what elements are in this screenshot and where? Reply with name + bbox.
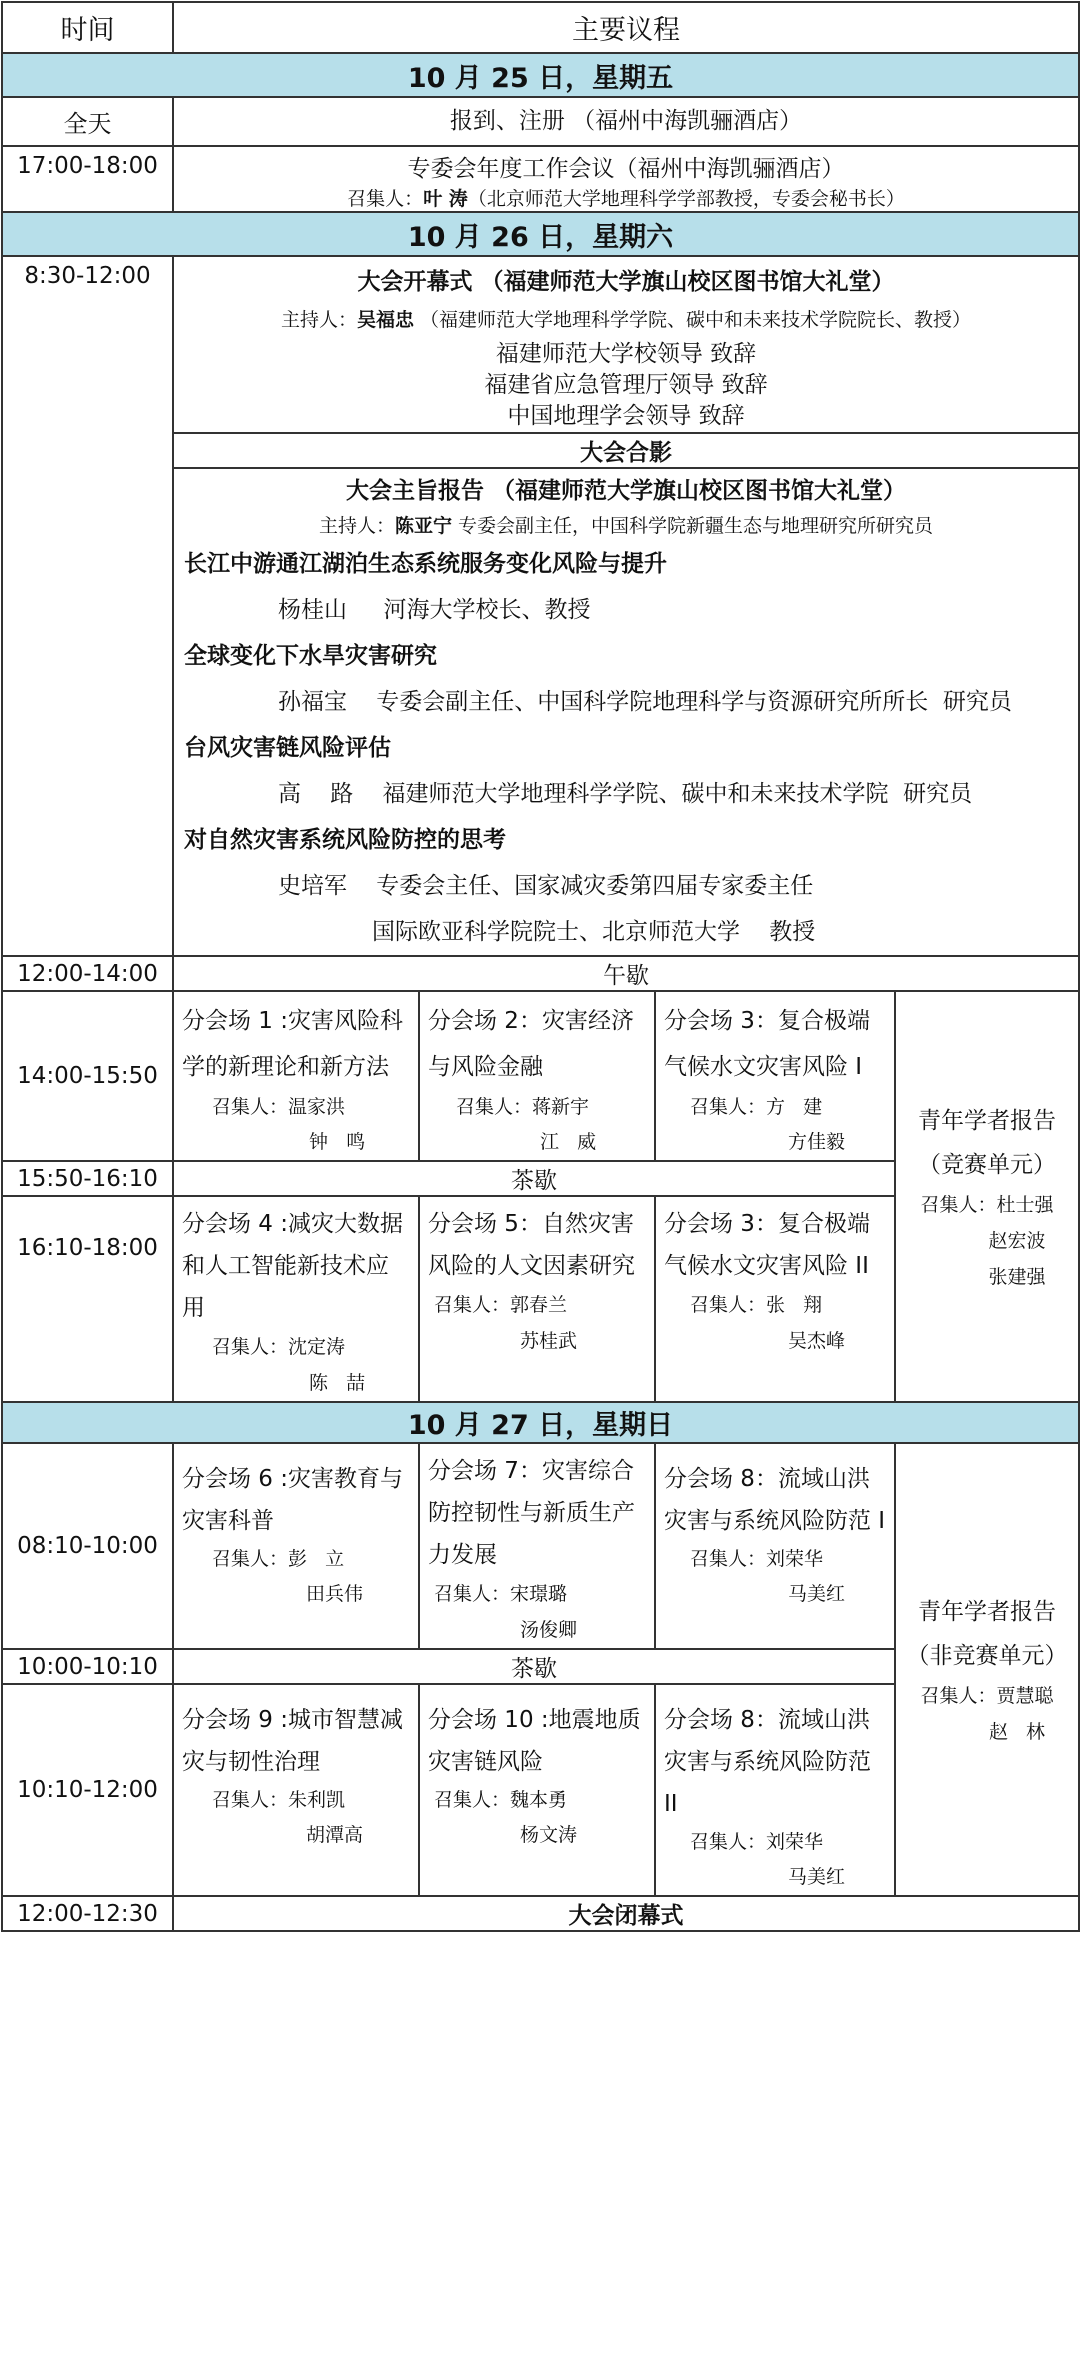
youth-report-convener-2: 赵宏波 (988, 1229, 1046, 1252)
talk-title: 长江中游通江湖泊生态系统服务变化风险与提升 (184, 551, 667, 577)
host-desc: （福建师范大学地理科学学院、碳中和未来技术学院院长、教授） (420, 309, 972, 331)
session-cell (655, 991, 895, 1161)
session-convener-2: 江 威 (540, 1131, 597, 1153)
time-cell: 8:30-12:00 (2, 256, 173, 956)
session-cell (655, 1443, 895, 1649)
session-cell (655, 1684, 895, 1896)
time-cell: 16:10-18:00 (2, 1196, 173, 1402)
host-label: 主持人： (280, 309, 357, 331)
session-convener-2: 吴杰峰 (788, 1330, 846, 1352)
speech-item: 中国地理学会领导 致辞 (507, 403, 745, 429)
host-label: 主持人： (318, 515, 395, 537)
tea-break: 茶歇 (173, 1649, 895, 1684)
speech-item: 福建省应急管理厅领导 致辞 (484, 372, 768, 398)
annual-meeting-title: 专委会年度工作会议（福州中海凯骊酒店） (407, 156, 845, 182)
session-convener: 召集人：温家洪 (212, 1096, 346, 1118)
session-convener-2: 陈 喆 (309, 1372, 366, 1394)
session-cell (419, 1443, 655, 1649)
youth-report-competition (895, 991, 1079, 1402)
session-title: 分会场 3：复合极端气候水文灾害风险 II (664, 1211, 870, 1279)
session-convener: 召集人：刘荣华 (690, 1831, 824, 1853)
opening-ceremony-cell (173, 256, 1079, 433)
session-cell (173, 1684, 419, 1896)
tea-break: 茶歇 (173, 1161, 895, 1196)
youth-report-convener: 召集人：杜士强 (920, 1193, 1054, 1216)
opening-title: 大会开幕式 （福建师范大学旗山校区图书馆大礼堂） (357, 269, 895, 295)
session-cell (173, 1443, 419, 1649)
youth-report-convener: 召集人：贾慧聪 (920, 1684, 1054, 1707)
time-cell: 14:00-15:50 (2, 991, 173, 1161)
lunch-break: 午歇 (173, 956, 1079, 991)
time-cell: 08:10-10:00 (2, 1443, 173, 1649)
host-desc: 专委会副主任，中国科学院新疆生态与地理研究所研究员 (458, 515, 934, 537)
session-title: 分会场 8：流域山洪灾害与系统风险防范 II (664, 1707, 871, 1817)
session-convener: 召集人：沈定涛 (212, 1336, 346, 1358)
keynote-title: 大会主旨报告 （福建师范大学旗山校区图书馆大礼堂） (345, 478, 906, 504)
session-convener-2: 马美红 (788, 1583, 846, 1605)
registration-text: 报到、注册 （福州中海凯骊酒店） (173, 97, 1079, 146)
talk-speaker: 史培军 专委会主任、国家减灾委第四届专家委主任 (278, 873, 814, 899)
session-convener-2: 汤俊卿 (520, 1619, 578, 1641)
youth-report-title: 青年学者报告（非竞赛单元） (906, 1598, 1068, 1669)
header-agenda: 主要议程 (173, 2, 1079, 53)
header-row (2, 2, 1079, 53)
session-title: 分会场 3：复合极端气候水文灾害风险 I (664, 1008, 870, 1080)
session-cell (173, 1196, 419, 1402)
session-convener: 召集人：张 翔 (690, 1294, 823, 1316)
host-name: 陈亚宁 (394, 515, 452, 537)
day-banner: 10 月 25 日，星期五 (2, 53, 1079, 97)
convener-label: 召集人： (347, 188, 424, 210)
session-title: 分会场 5：自然灾害风险的人文因素研究 (428, 1211, 635, 1279)
time-cell: 17:00-18:00 (2, 146, 173, 212)
session-convener-2: 苏桂武 (520, 1330, 578, 1352)
time-cell: 12:00-12:30 (2, 1896, 173, 1931)
session-title: 分会场 4 :减灾大数据和人工智能新技术应用 (182, 1211, 404, 1321)
session-convener-2: 胡潭高 (306, 1824, 364, 1846)
session-cell (419, 1684, 655, 1896)
time-cell: 10:00-10:10 (2, 1649, 173, 1684)
youth-report-convener-2: 赵 林 (988, 1720, 1046, 1743)
talk-title: 台风灾害链风险评估 (184, 735, 391, 761)
closing-ceremony: 大会闭幕式 (173, 1896, 1079, 1931)
talk-title: 全球变化下水旱灾害研究 (184, 643, 437, 669)
session-cell (173, 991, 419, 1161)
time-cell: 全天 (2, 97, 173, 146)
talk-speaker: 高 路 福建师范大学地理科学学院、碳中和未来技术学院 研究员 (278, 781, 973, 807)
group-photo: 大会合影 (173, 433, 1079, 468)
talk-speaker-affiliation: 国际欧亚科学院院士、北京师范大学 教授 (372, 919, 816, 945)
session-convener: 召集人：郭春兰 (434, 1294, 568, 1316)
day-banner: 10 月 26 日，星期六 (2, 212, 1079, 256)
header-time: 时间 (2, 2, 173, 53)
speech-item: 福建师范大学校领导 致辞 (495, 341, 757, 367)
session-convener: 召集人：朱利凯 (212, 1789, 346, 1811)
session-title: 分会场 10 :地震地质灾害链风险 (428, 1707, 641, 1775)
time-cell: 10:10-12:00 (2, 1684, 173, 1896)
session-convener-2: 方佳毅 (788, 1131, 846, 1153)
host-name: 吴福忠 (356, 309, 414, 331)
session-convener: 召集人：方 建 (690, 1096, 823, 1118)
youth-report-convener-3: 张建强 (988, 1265, 1046, 1288)
day-banner: 10 月 27 日，星期日 (2, 1402, 1079, 1443)
youth-report-noncompetition (895, 1443, 1079, 1896)
session-title: 分会场 8：流域山洪灾害与系统风险防范 I (664, 1466, 886, 1534)
session-cell (419, 991, 655, 1161)
session-convener: 召集人：魏本勇 (434, 1789, 568, 1811)
session-cell (655, 1196, 895, 1402)
session-convener: 召集人：刘荣华 (690, 1548, 824, 1570)
time-cell: 12:00-14:00 (2, 956, 173, 991)
talk-speaker: 杨桂山 河海大学校长、教授 (278, 597, 591, 623)
time-cell: 15:50-16:10 (2, 1161, 173, 1196)
agenda-table (1, 1, 1080, 1932)
convener-name: 叶 涛 (423, 188, 468, 210)
session-convener-2: 杨文涛 (520, 1824, 578, 1846)
session-convener-2: 田兵伟 (306, 1583, 364, 1605)
session-cell (419, 1196, 655, 1402)
session-title: 分会场 6 :灾害教育与灾害科普 (182, 1466, 404, 1534)
convener-desc: （北京师范大学地理科学学部教授，专委会秘书长） (467, 188, 905, 210)
session-title: 分会场 7：灾害综合防控韧性与新质生产力发展 (428, 1458, 635, 1568)
annual-meeting-cell (173, 146, 1079, 212)
talk-title: 对自然灾害系统风险防控的思考 (184, 827, 506, 853)
keynote-cell (173, 468, 1079, 956)
session-convener: 召集人：蒋新宇 (456, 1096, 590, 1118)
session-convener-2: 马美红 (788, 1866, 846, 1888)
youth-report-title: 青年学者报告（竞赛单元） (918, 1107, 1056, 1178)
session-title: 分会场 9 :城市智慧减灾与韧性治理 (182, 1707, 404, 1775)
session-title: 分会场 1 :灾害风险科学的新理论和新方法 (182, 1008, 404, 1080)
session-title: 分会场 2：灾害经济与风险金融 (428, 1008, 634, 1080)
talk-speaker: 孙福宝 专委会副主任、中国科学院地理科学与资源研究所所长 研究员 (278, 689, 1012, 715)
session-convener: 召集人：彭 立 (212, 1548, 345, 1570)
session-convener-2: 钟 鸣 (309, 1131, 366, 1153)
session-convener: 召集人：宋璟璐 (434, 1583, 568, 1605)
